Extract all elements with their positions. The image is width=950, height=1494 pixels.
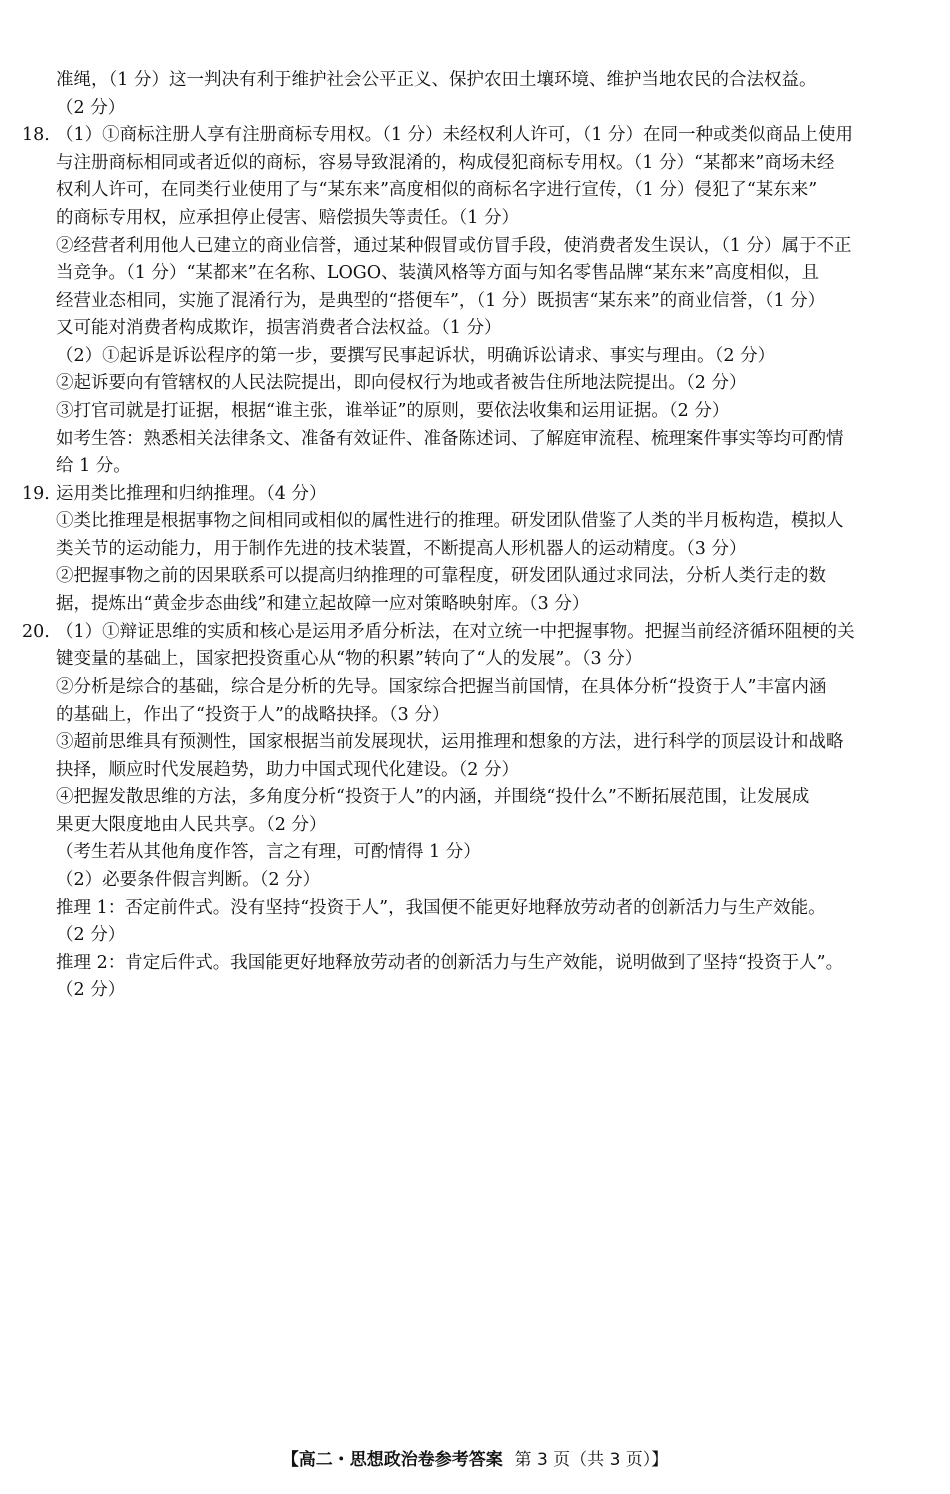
text-line: ②起诉要向有管辖权的人民法院提出，即向侵权行为地或者被告住所地法院提出。（2 分） (56, 373, 747, 393)
text-line: 的商标专用权，应承担停止侵害、赔偿损失等责任。（1 分） (56, 208, 519, 228)
text-line: ②把握事物之前的因果联系可以提高归纳推理的可靠程度，研发团队通过求同法，分析人类行走的数 (56, 566, 826, 586)
text-line: 推理 1：否定前件式。没有坚持“投资于人”，我国便不能更好地释放劳动者的创新活力与生产效能。 (56, 898, 826, 918)
text-line: （2 分） (56, 980, 126, 1000)
text-line: ③打官司就是打证据，根据“谁主张，谁举证”的原则，要依法收集和运用证据。（2 分） (56, 401, 730, 421)
text-line: （2 分） (56, 98, 126, 118)
text-line: （2 分） (56, 925, 126, 945)
text-line: 果更大限度地由人民共享。（2 分） (56, 815, 327, 835)
question-number-20: 20. (22, 622, 50, 642)
text-line: （1）①商标注册人享有注册商标专用权。（1 分）未经权利人许可，（1 分）在同一种或类似商品上使用 (56, 125, 854, 145)
footer-page-number: 第 3 页（共 3 页）】 (514, 1450, 669, 1470)
text-line: 抉择，顺应时代发展趋势，助力中国式现代化建设。（2 分） (56, 760, 519, 780)
text-line: 当竞争。（1 分）“某都来”在名称、LOGO、装潢风格等方面与知名零售品牌“某东来”高度相似，且 (56, 263, 820, 283)
text-line: 又可能对消费者构成欺诈，损害消费者合法权益。（1 分） (56, 318, 502, 338)
text-line: （1）①辩证思维的实质和核心是运用矛盾分析法，在对立统一中把握事物。把握当前经济循环阻梗的关 (56, 622, 855, 642)
text-line: ②分析是综合的基础，综合是分析的先导。国家综合把握当前国情，在具体分析“投资于人”丰富内涵 (56, 677, 827, 697)
text-line: 的基础上，作出了“投资于人”的战略抉择。（3 分） (56, 705, 450, 725)
text-line: 运用类比推理和归纳推理。（4 分） (56, 484, 327, 504)
text-line: ③超前思维具有预测性，国家根据当前发展现状，运用推理和想象的方法，进行科学的顶层设计和战略 (56, 732, 844, 752)
question-number-19: 19. (22, 484, 50, 504)
text-line: 准绳，（1 分）这一判决有利于维护社会公平正义、保护农田土壤环境、维护当地农民的合法权益。 (56, 70, 817, 90)
text-line: ④把握发散思维的方法，多角度分析“投资于人”的内涵，并围绕“投什么”不断拓展范围，让发展成 (56, 787, 810, 807)
page-footer (0, 1445, 950, 1470)
text-line: （2）①起诉是诉讼程序的第一步，要撰写民事起诉状，明确诉讼请求、事实与理由。（2 分） (56, 346, 776, 366)
text-line: 权利人许可，在同类行业使用了与“某东来”高度相似的商标名字进行宣传，（1 分）侵犯了“某东来” (56, 180, 818, 200)
text-line: 键变量的基础上，国家把投资重心从“物的积累”转向了“人的发展”。（3 分） (56, 649, 643, 669)
text-line: 给 1 分。 (56, 456, 131, 476)
text-line: 推理 2：肯定后件式。我国能更好地释放劳动者的创新活力与生产效能，说明做到了坚持“投资于人”。 (56, 953, 844, 973)
text-line: 如考生答：熟悉相关法律条文、准备有效证件、准备陈述词、了解庭审流程、梳理案件事实等均可酌情 (56, 429, 844, 449)
footer-title: 【高二・思想政治卷参考答案 (281, 1450, 503, 1470)
text-line: 据，提炼出“黄金步态曲线”和建立起故障一应对策略映射库。（3 分） (56, 594, 590, 614)
text-line: 经营业态相同，实施了混淆行为，是典型的“搭便车”，（1 分）既损害“某东来”的商业信誉，（1 分） (56, 291, 826, 311)
text-line: ②经营者利用他人已建立的商业信誉，通过某种假冒或仿冒手段，使消费者发生误认，（1 分）属于不正 (56, 236, 852, 256)
text-line: （考生若从其他角度作答，言之有理，可酌情得 1 分） (56, 842, 481, 862)
text-line: 与注册商标相同或者近似的商标，容易导致混淆的，构成侵犯商标专用权。（1 分）“某都来”商场未经 (56, 153, 835, 173)
question-number-18: 18. (22, 125, 50, 145)
text-line: 类关节的运动能力，用于制作先进的技术装置，不断提高人形机器人的运动精度。（3 分） (56, 539, 747, 559)
text-line: （2）必要条件假言判断。（2 分） (56, 870, 321, 890)
text-line: ①类比推理是根据事物之间相同或相似的属性进行的推理。研发团队借鉴了人类的半月板构造，模拟人 (56, 511, 844, 531)
